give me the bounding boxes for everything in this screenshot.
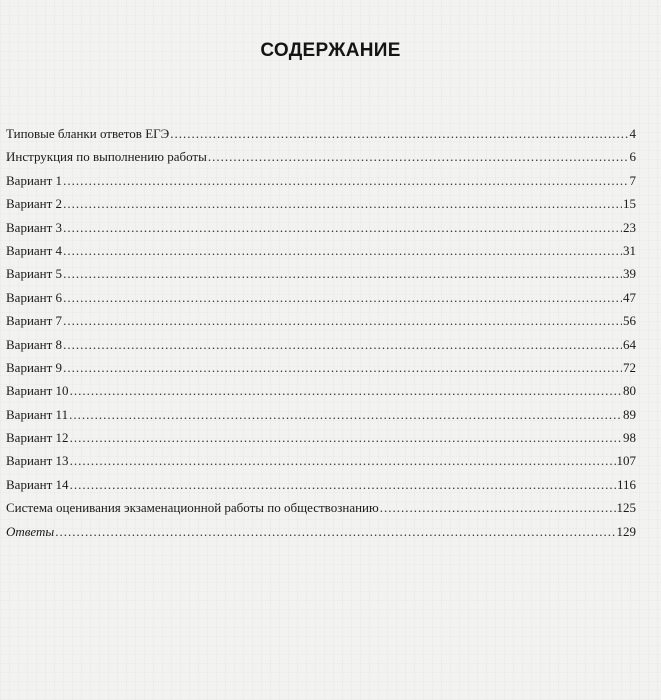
dot-leader xyxy=(63,169,628,192)
toc-entry-page: 47 xyxy=(623,289,636,305)
toc-entry xyxy=(6,473,636,496)
table-of-contents xyxy=(6,122,636,543)
toc-entry-label: Вариант 2 xyxy=(6,196,63,212)
toc-entry xyxy=(6,379,636,402)
toc-entry-label: Вариант 1 xyxy=(6,172,63,188)
toc-entry-page: 64 xyxy=(623,336,636,352)
toc-entry xyxy=(6,426,636,449)
toc-entry-label: Система оценивания экзаменационной работы по обществознанию xyxy=(6,500,379,516)
dot-leader xyxy=(380,496,616,519)
toc-entry-page: 107 xyxy=(616,453,636,469)
toc-entry-page: 7 xyxy=(629,172,636,188)
toc-entry-page: 31 xyxy=(623,242,636,258)
toc-entry-label: Вариант 8 xyxy=(6,336,63,352)
toc-entry xyxy=(6,192,636,215)
dot-leader xyxy=(63,356,622,379)
dot-leader xyxy=(63,333,622,356)
toc-entry-page: 125 xyxy=(616,500,636,516)
toc-entry-page: 129 xyxy=(616,523,636,539)
toc-entry-page: 80 xyxy=(623,383,636,399)
toc-entry-label: Вариант 14 xyxy=(6,476,69,492)
dot-leader xyxy=(70,426,622,449)
toc-entry xyxy=(6,403,636,426)
dot-leader xyxy=(70,449,616,472)
dot-leader xyxy=(55,520,615,543)
dot-leader xyxy=(208,145,629,168)
toc-entry xyxy=(6,145,636,168)
dot-leader xyxy=(63,309,622,332)
dot-leader xyxy=(70,379,622,402)
toc-entry-page: 15 xyxy=(623,196,636,212)
toc-entry xyxy=(6,286,636,309)
toc-entry-page: 56 xyxy=(623,313,636,329)
toc-entry-page: 23 xyxy=(623,219,636,235)
toc-entry xyxy=(6,262,636,285)
toc-entry-page: 72 xyxy=(623,359,636,375)
toc-entry xyxy=(6,356,636,379)
toc-entry-label: Вариант 5 xyxy=(6,266,63,282)
toc-entry-label: Вариант 9 xyxy=(6,359,63,375)
toc-entry xyxy=(6,309,636,332)
dot-leader xyxy=(63,216,622,239)
dot-leader xyxy=(63,286,622,309)
toc-entry xyxy=(6,216,636,239)
toc-entry xyxy=(6,449,636,472)
toc-entry-label: Вариант 11 xyxy=(6,406,69,422)
toc-entry-page: 39 xyxy=(623,266,636,282)
dot-leader xyxy=(63,239,622,262)
toc-entry-label: Вариант 10 xyxy=(6,383,69,399)
page-title: СОДЕРЖАНИЕ xyxy=(260,40,401,61)
toc-entry-label: Типовые бланки ответов ЕГЭ xyxy=(6,126,170,141)
toc-entry xyxy=(6,169,636,192)
toc-entry-page: 98 xyxy=(623,430,636,446)
toc-entry xyxy=(6,496,636,519)
dot-leader xyxy=(170,122,628,145)
dot-leader xyxy=(63,262,622,285)
toc-entry-label: Вариант 12 xyxy=(6,430,69,446)
dot-leader xyxy=(63,192,622,215)
toc-entry-page: 6 xyxy=(629,149,636,165)
toc-entry-label: Вариант 3 xyxy=(6,219,63,235)
toc-entry-label: Вариант 7 xyxy=(6,313,63,329)
dot-leader xyxy=(69,403,622,426)
toc-entry xyxy=(6,122,636,145)
toc-entry-label: Вариант 6 xyxy=(6,289,63,305)
toc-entry-label: Инструкция по выполнению работы xyxy=(6,149,207,165)
toc-entry-answers xyxy=(6,520,636,543)
toc-entry-page: 4 xyxy=(629,126,636,141)
toc-entry-label: Ответы xyxy=(6,523,55,539)
toc-entry-label: Вариант 13 xyxy=(6,453,69,469)
toc-entry-page: 89 xyxy=(623,406,636,422)
toc-entry xyxy=(6,333,636,356)
toc-entry-page: 116 xyxy=(616,476,636,492)
toc-entry-label: Вариант 4 xyxy=(6,242,63,258)
dot-leader xyxy=(70,473,616,496)
toc-entry xyxy=(6,239,636,262)
